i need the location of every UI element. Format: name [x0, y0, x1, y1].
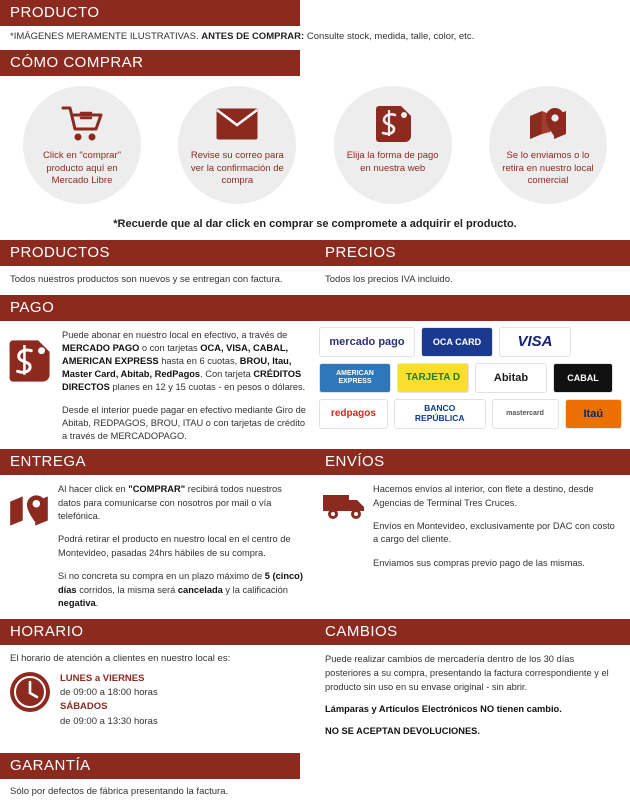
section-header-cambios: CAMBIOS	[315, 619, 630, 645]
section-header-envios: ENVÍOS	[315, 449, 630, 475]
horario-hours-2: de 09:00 a 13:30 horas	[60, 715, 158, 727]
horario-days-1: LUNES a VIERNES	[60, 672, 145, 684]
section-header-horario: HORARIO	[0, 619, 315, 645]
oca-logo: OCA CARD	[421, 327, 493, 357]
precios-text: Todos los precios IVA incluido.	[325, 273, 453, 285]
step-1-caption: Click en "comprar" producto aquí en Mercado Libre	[42, 149, 121, 187]
step-1	[14, 86, 150, 204]
productos-text: Todos nuestros productos son nuevos y se entregan con factura.	[10, 273, 283, 285]
tarjeta-d-logo: TARJETA D	[397, 363, 469, 393]
productos-precios-row	[0, 240, 630, 295]
precios-column	[315, 240, 630, 295]
visa-logo: VISA	[499, 327, 571, 357]
shopping-cart-icon	[61, 102, 103, 146]
step-4	[480, 86, 616, 204]
section-header-producto: PRODUCTO	[0, 0, 300, 26]
map-pin-icon	[526, 102, 570, 146]
payment-tag-icon	[373, 102, 413, 146]
entrega-paragraph-2: Podrá retirar el producto en nuestro local en el centro de Montevideo, pasadas 24hrs hábiles de su compra.	[58, 534, 291, 558]
mastercard-logo: mastercard	[492, 399, 559, 429]
banco-republica-logo: BANCO REPÚBLICA	[394, 399, 486, 429]
cambios-paragraph-2: Lámparas y Artículos Electrónicos NO tienen cambio.	[325, 703, 562, 714]
entrega-paragraph-1: Al hacer click en "COMPRAR" recibirá todos nuestros datos para comunicarse con nosotros por mail o vía telefónica.	[58, 484, 282, 522]
entrega-paragraph-3: Si no concreta su compra en un plazo máximo de 5 (cinco) días corridos, la misma será cancelada y la calificación negativa.	[58, 571, 303, 609]
productos-column	[0, 240, 315, 295]
como-comprar-steps	[0, 76, 630, 210]
horario-column	[0, 645, 315, 753]
clock-icon	[8, 670, 60, 729]
payment-tag-icon	[6, 329, 58, 444]
section-header-entrega: ENTREGA	[0, 449, 315, 475]
cambios-column	[315, 645, 630, 753]
entrega-text	[58, 483, 305, 611]
envios-column	[315, 475, 630, 619]
producto-note-bold: ANTES DE COMPRAR:	[201, 31, 305, 42]
abitab-logo: Abitab	[475, 363, 547, 393]
horario-cambios-body	[0, 645, 630, 753]
horario-hours-1: de 09:00 a 18:00 horas	[60, 687, 158, 699]
step-4-caption: Se lo enviamos o lo retira en nuestro local comercial	[502, 149, 594, 187]
redpagos-logo: redpagos	[319, 399, 388, 429]
producto-note-lead: *IMÁGENES MERAMENTE ILUSTRATIVAS.	[10, 31, 199, 42]
pago-paragraph-1: Puede abonar en nuestro local en efectivo, a través de MERCADO PAGO o con tarjetas OCA, VISA, CABAL, AMERICAN EXPRESS hasta en 6 cuotas, BROU, Itau, Master Card, Abitab, RedPagos. Con tarjeta CRÉDITOS DIRECTOS planes en 12 y 15 cuotas - en pesos o dólares.	[62, 329, 306, 393]
section-header-pago: PAGO	[0, 295, 630, 321]
entrega-envios-body	[0, 475, 630, 619]
envios-paragraph-1: Hacemos envíos al interior, con flete a destino, desde Agencias de Terminal Tres Cruces.	[373, 484, 594, 508]
horario-cambios-headers	[0, 619, 630, 645]
cambios-paragraph-1: Puede realizar cambios de mercadería dentro de los 30 días posteriores a su compra, presentando la factura correspondiente y el producto sin uso en su envase original - sin abrir.	[325, 653, 609, 692]
section-header-precios: PRECIOS	[315, 240, 630, 266]
horario-intro: El horario de atención a clientes en nuestro local es:	[10, 652, 231, 664]
producto-note	[0, 26, 630, 50]
horario-lines	[60, 670, 158, 729]
envios-paragraph-2: Envíos en Montevideo, exclusivamente por DAC con costo a cargo del cliente.	[373, 521, 615, 545]
itau-logo: Itaú	[565, 399, 622, 429]
section-header-garantia: GARANTÍA	[0, 753, 300, 779]
envios-text	[373, 483, 620, 611]
cambios-text	[315, 645, 630, 753]
pago-text	[58, 329, 307, 444]
garantia-text: Sólo por defectos de fábrica presentando la factura.	[10, 785, 229, 797]
cambios-paragraph-3: NO SE ACEPTAN DEVOLUCIONES.	[325, 725, 480, 736]
horario-days-2: SÁBADOS	[60, 701, 108, 713]
map-pin-icon	[6, 483, 58, 611]
delivery-truck-icon	[321, 483, 373, 611]
step-2-caption: Revise su correo para ver la confirmación de compra	[190, 149, 284, 187]
step-2	[169, 86, 305, 204]
mercado-pago-logo: mercado pago	[319, 327, 415, 357]
step-3-caption: Elija la forma de pago en nuestra web	[346, 149, 439, 174]
envelope-icon	[215, 102, 259, 146]
envios-paragraph-3: Enviamos sus compras previo pago de las mismas.	[373, 557, 585, 568]
american-express-logo: AMERICAN EXPRESS	[319, 363, 391, 393]
cabal-logo: CABAL	[553, 363, 613, 393]
como-comprar-footer: *Recuerde que al dar click en comprar se compromete a adquirir el producto.	[113, 217, 517, 230]
pago-paragraph-2: Desde el interior puede pagar en efectivo mediante Giro de Abitab, REDPAGOS, BROU, ITAU o con tarjetas de crédito a través de MERCADOPAGO.	[62, 404, 306, 441]
section-header-productos: PRODUCTOS	[0, 240, 315, 266]
pago-body	[0, 321, 630, 450]
entrega-envios-headers	[0, 449, 630, 475]
step-3	[325, 86, 461, 204]
producto-note-rest: Consulte stock, medida, talle, color, etc.	[306, 31, 475, 42]
section-header-como-comprar: CÓMO COMPRAR	[0, 50, 300, 76]
entrega-column	[0, 475, 315, 619]
payment-logos	[315, 321, 630, 450]
